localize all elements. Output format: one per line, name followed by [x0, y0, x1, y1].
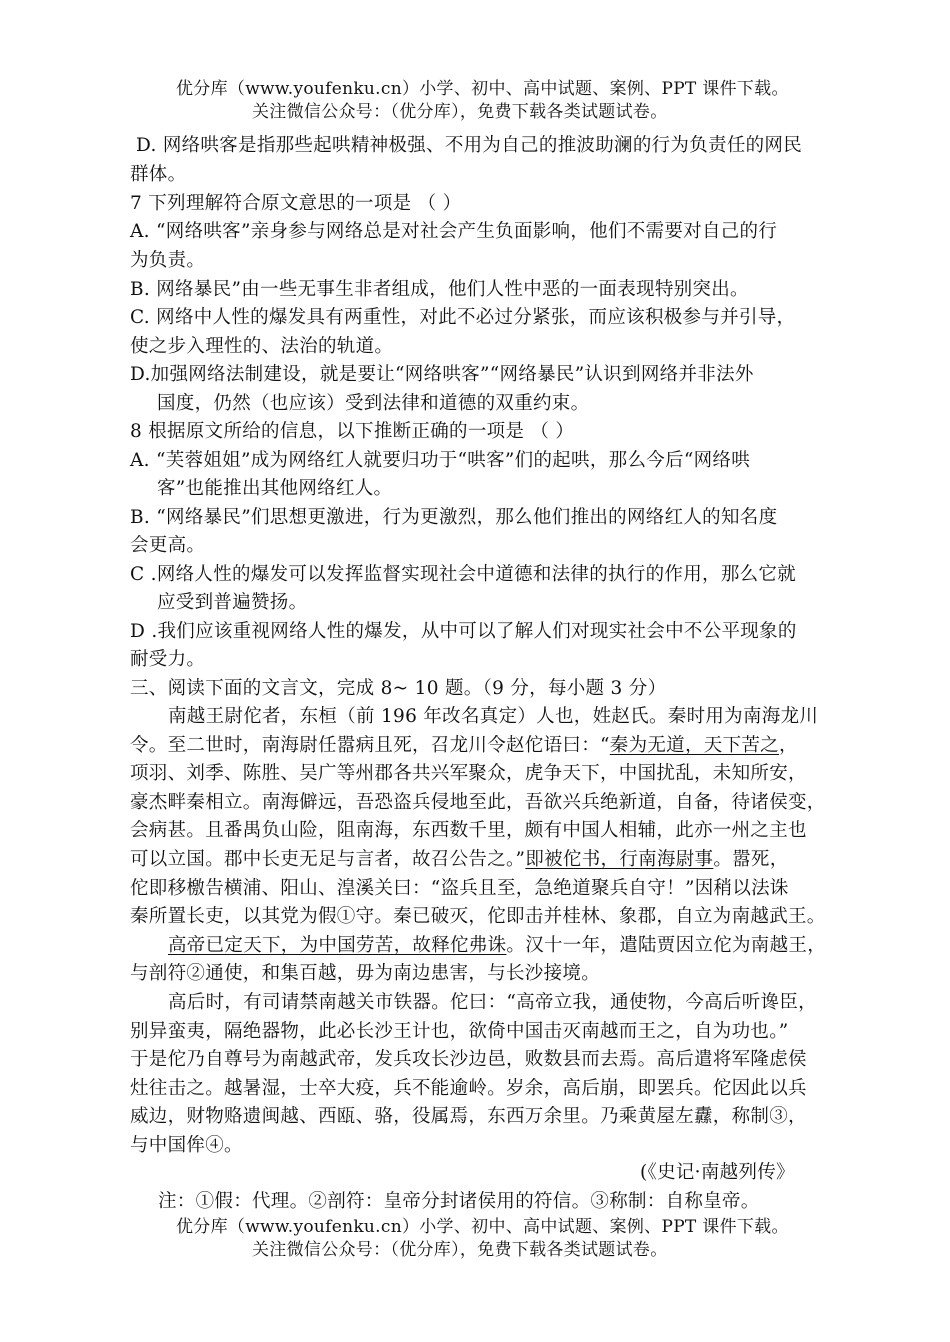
header-line-1: 优分库（www.youfenku.cn）小学、初中、高中试题、案例、PPT 课件下载。	[176, 79, 789, 99]
header-line-2: 关注微信公众号：（优分库），免费下载各类试题试卷。	[252, 102, 668, 122]
q8-option-c-line-2: 应受到普遍赞扬。	[157, 592, 308, 613]
q8-option-b-line-1: B. “网络暴民”们思想更激进，行为更激烈，那么他们推出的网络红人的知名度	[130, 507, 778, 528]
passage-text: 与剖符②通使，和集百越，毋为南边患害，与长沙接境。	[130, 963, 601, 985]
q8-option-a-line-2: 客”也能推出其他网络红人。	[157, 478, 393, 499]
passage-p3-line-4	[130, 1076, 807, 1102]
passage-text: 令。至二世时，南海尉任嚣病且死，召龙川令赵佗语曰：“	[130, 734, 610, 756]
underlined-phrase: 高帝已定天下，为中国劳苦，故释佗弗诛	[168, 934, 507, 956]
q7-option-a-line-2: 为负责。	[130, 250, 206, 271]
passage-text: 。汉十一年，遣陆贾因立佗为南越王，	[506, 934, 827, 956]
passage-p2-line-2	[130, 961, 600, 987]
passage-text: 豪杰畔秦相立。南海僻远，吾恐盗兵侵地至此，吾欲兴兵绝新道，自备，待诸侯变，	[130, 791, 826, 813]
passage-p3-line-1	[168, 990, 817, 1016]
passage-text: 南越王尉佗者，东桓（前 196 年改名真定）人也，姓赵氏。秦时用为南海龙川	[168, 706, 819, 727]
q8-option-b-line-2: 会更高。	[130, 535, 206, 556]
q8-option-a-line-1: A. “芙蓉姐姐”成为网络红人就要归功于“哄客”们的起哄，那么今后“网络哄	[130, 450, 751, 471]
passage-p1-line-7	[130, 876, 789, 902]
passage-p1-line-8	[130, 904, 826, 930]
passage-text: 会病甚。且番禺负山险，阻南海，东西数千里，颇有中国人相辅，此亦一州之主也	[130, 820, 807, 842]
q6-option-d-line-2: 群体。	[130, 164, 187, 185]
q8-option-c-line-1: C .网络人性的爆发可以发挥监督实现社会中道德和法律的执行的作用，那么它就	[130, 564, 797, 585]
passage-text: 项羽、刘季、陈胜、吴广等州郡各共兴军聚众，虎争天下，中国扰乱，未知所安，	[130, 763, 807, 785]
footer-line-2: 关注微信公众号：（优分库），免费下载各类试题试卷。	[252, 1240, 668, 1260]
passage-notes: 注：①假：代理。②剖符：皇帝分封诸侯用的符信。③称制：自称皇帝。	[158, 1191, 760, 1212]
q8-option-d-line-1: D .我们应该重视网络人性的爆发，从中可以了解人们对现实社会中不公平现象的	[130, 621, 797, 642]
passage-text: 。嚣死，	[713, 849, 789, 870]
passage-text: 佗即移檄告横浦、阳山、湟溪关曰：“盗兵且至，急绝道聚兵自守！”因稍以法诛	[130, 877, 789, 899]
passage-text: 威边，财物赂遗闽越、西瓯、骆，役属焉，东西万余里。乃乘黄屋左纛，称制③，	[130, 1106, 807, 1128]
passage-p1-line-4	[130, 790, 826, 816]
q7-option-c-line-1: C. 网络中人性的爆发具有两重性，对此不必过分紧张，而应该积极参与并引导，	[130, 307, 796, 328]
q7-option-c-line-2: 使之步入理性的、法治的轨道。	[130, 336, 394, 357]
underlined-phrase: 即被佗书，行南海尉事	[525, 849, 714, 870]
q6-option-d-line-1: D. 网络哄客是指那些起哄精神极强、不用为自己的推波助澜的行为负责任的网民	[136, 135, 803, 156]
passage-p1-line-2	[130, 733, 798, 759]
underlined-phrase: 秦为无道，天下苦之	[609, 734, 779, 756]
q7-option-d-line-2: 国度，仍然（也应该）受到法律和道德的双重约束。	[157, 393, 590, 414]
q7-option-d-line-1: D.加强网络法制建设，就是要让“网络哄客”“网络暴民”认识到网络并非法外	[130, 364, 754, 385]
passage-p2-line-1	[168, 933, 826, 959]
passage-p1-line-1	[168, 704, 818, 730]
passage-text: 秦所置长吏，以其党为假①守。秦已破灭，佗即击并桂林、象郡，自立为南越武王。	[130, 906, 826, 928]
q8-stem: 8 根据原文所给的信息，以下推断正确的一项是 （ ）	[130, 421, 575, 442]
passage-p1-line-5	[130, 818, 807, 844]
passage-text: ，	[778, 734, 798, 756]
section-3-heading: 三、阅读下面的文言文，完成 8~ 10 题。（9 分，每小题 3 分）	[130, 678, 667, 699]
passage-text: 高后时，有司请禁南越关市铁器。佗曰：“高帝立我，通使物，今高后听谗臣，	[168, 992, 817, 1013]
passage-p3-line-3	[130, 1047, 807, 1073]
passage-p3-line-6	[130, 1133, 243, 1159]
passage-text: 于是佗乃自尊号为南越武帝，发兵攻长沙边邑，败数县而去焉。高后遣将军隆虑侯	[130, 1049, 807, 1071]
q7-option-a-line-1: A. “网络哄客”亲身参与网络总是对社会产生负面影响，他们不需要对自己的行	[130, 221, 778, 242]
passage-p3-line-5	[130, 1104, 807, 1130]
footer-line-1: 优分库（www.youfenku.cn）小学、初中、高中试题、案例、PPT 课件下载。	[176, 1217, 789, 1237]
passage-p1-line-6	[130, 847, 789, 873]
q7-stem: 7 下列理解符合原文意思的一项是 （ ）	[130, 193, 462, 214]
passage-text: 与中国侔④。	[130, 1135, 243, 1156]
passage-p3-line-2	[130, 1019, 789, 1045]
passage-source: (《史记·南越列传》	[640, 1162, 795, 1183]
passage-text: 灶往击之。越暑湿，士卒大疫，兵不能逾岭。岁余，高后崩，即罢兵。佗因此以兵	[130, 1077, 807, 1099]
passage-text: 别异蛮夷，隔绝器物，此必长沙王计也，欲倚中国击灭南越而王之，自为功也。”	[130, 1020, 789, 1042]
q7-option-b: B. 网络暴民”由一些无事生非者组成，他们人性中恶的一面表现特别突出。	[130, 279, 749, 300]
q8-option-d-line-2: 耐受力。	[130, 649, 206, 670]
passage-p1-line-3	[130, 761, 807, 787]
passage-text: 可以立国。郡中长吏无足与言者，故召公告之。”	[130, 849, 526, 870]
